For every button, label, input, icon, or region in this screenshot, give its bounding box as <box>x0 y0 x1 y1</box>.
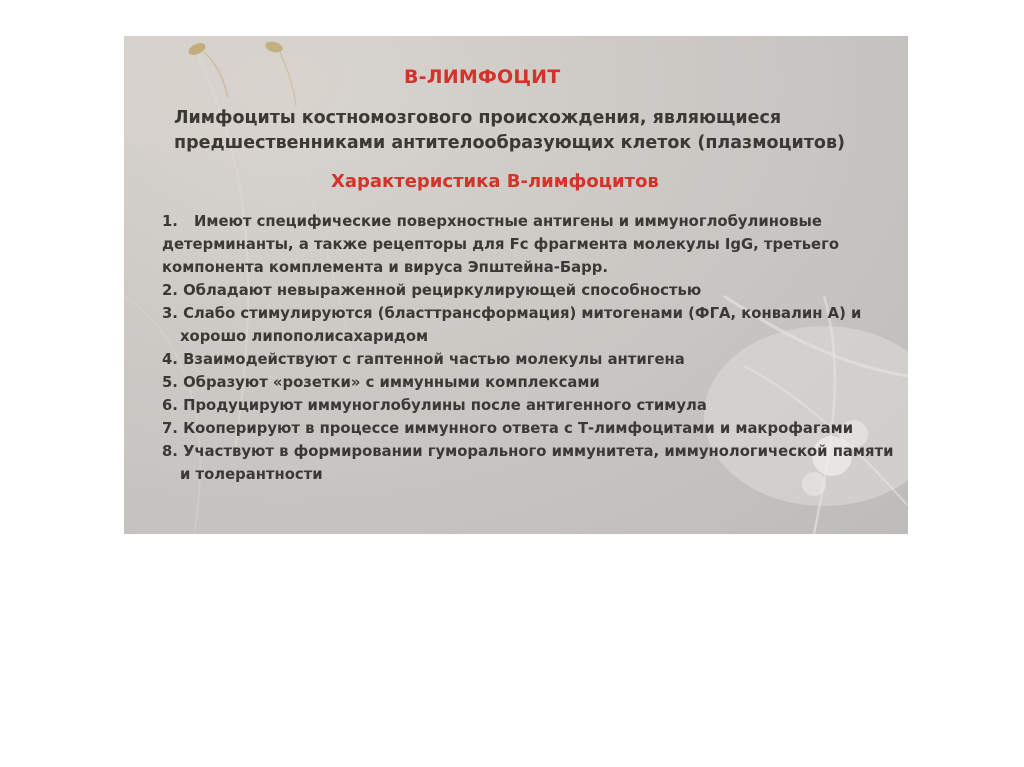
list-item-text: Взаимодействуют с гаптенной частью молекулы антигена <box>183 351 685 368</box>
list-item-text: Имеют специфические поверхностные антигены и иммуноглобулиновые детерминанты, а также рецепторы для Fc фрагмента молекулы IgG, третьего компонента комплемента и вируса Эпштейна-Барр. <box>162 213 839 276</box>
list-item-number: 5. <box>162 374 178 391</box>
list-item <box>162 302 902 348</box>
list-item-number: 2. <box>162 282 178 299</box>
definition-text: Лимфоциты костномозгового происхождения, являющиеся предшественниками антителообразующих клеток (плазмоцитов) <box>174 108 846 153</box>
list-item <box>162 394 902 417</box>
list-item-text: Слабо стимулируются (бласттрансформация) митогенами (ФГА, конвалин А) и хорошо липополисахаридом <box>180 305 862 345</box>
slide-title: В-ЛИМФОЦИТ <box>404 66 561 88</box>
list-item-text: Обладают невыраженной рециркулирующей способностью <box>183 282 702 299</box>
list-item-text: Продуцируют иммуноглобулины после антигенного стимула <box>183 397 707 414</box>
list-item <box>162 279 902 302</box>
list-item-number: 8. <box>162 443 178 460</box>
list-item <box>162 210 902 279</box>
list-item-number: 6. <box>162 397 178 414</box>
list-item-number: 7. <box>162 420 178 437</box>
list-item-number: 4. <box>162 351 178 368</box>
presentation-slide <box>124 36 908 534</box>
list-item-text: Кооперируют в процессе иммунного ответа с Т-лимфоцитами и макрофагами <box>183 420 854 437</box>
characteristics-list <box>162 210 902 486</box>
list-item-text: Участвуют в формировании гуморального иммунитета, иммунологической памяти и толерантности <box>180 443 894 483</box>
characteristics-heading: Характеристика В-лимфоцитов <box>331 171 659 192</box>
list-item <box>162 348 902 371</box>
list-item <box>162 417 902 440</box>
list-item-number: 1. <box>162 213 178 230</box>
list-item-text: Образуют «розетки» с иммунными комплексами <box>183 374 600 391</box>
list-item <box>162 371 902 394</box>
list-item-number: 3. <box>162 305 178 322</box>
list-item <box>162 440 902 486</box>
